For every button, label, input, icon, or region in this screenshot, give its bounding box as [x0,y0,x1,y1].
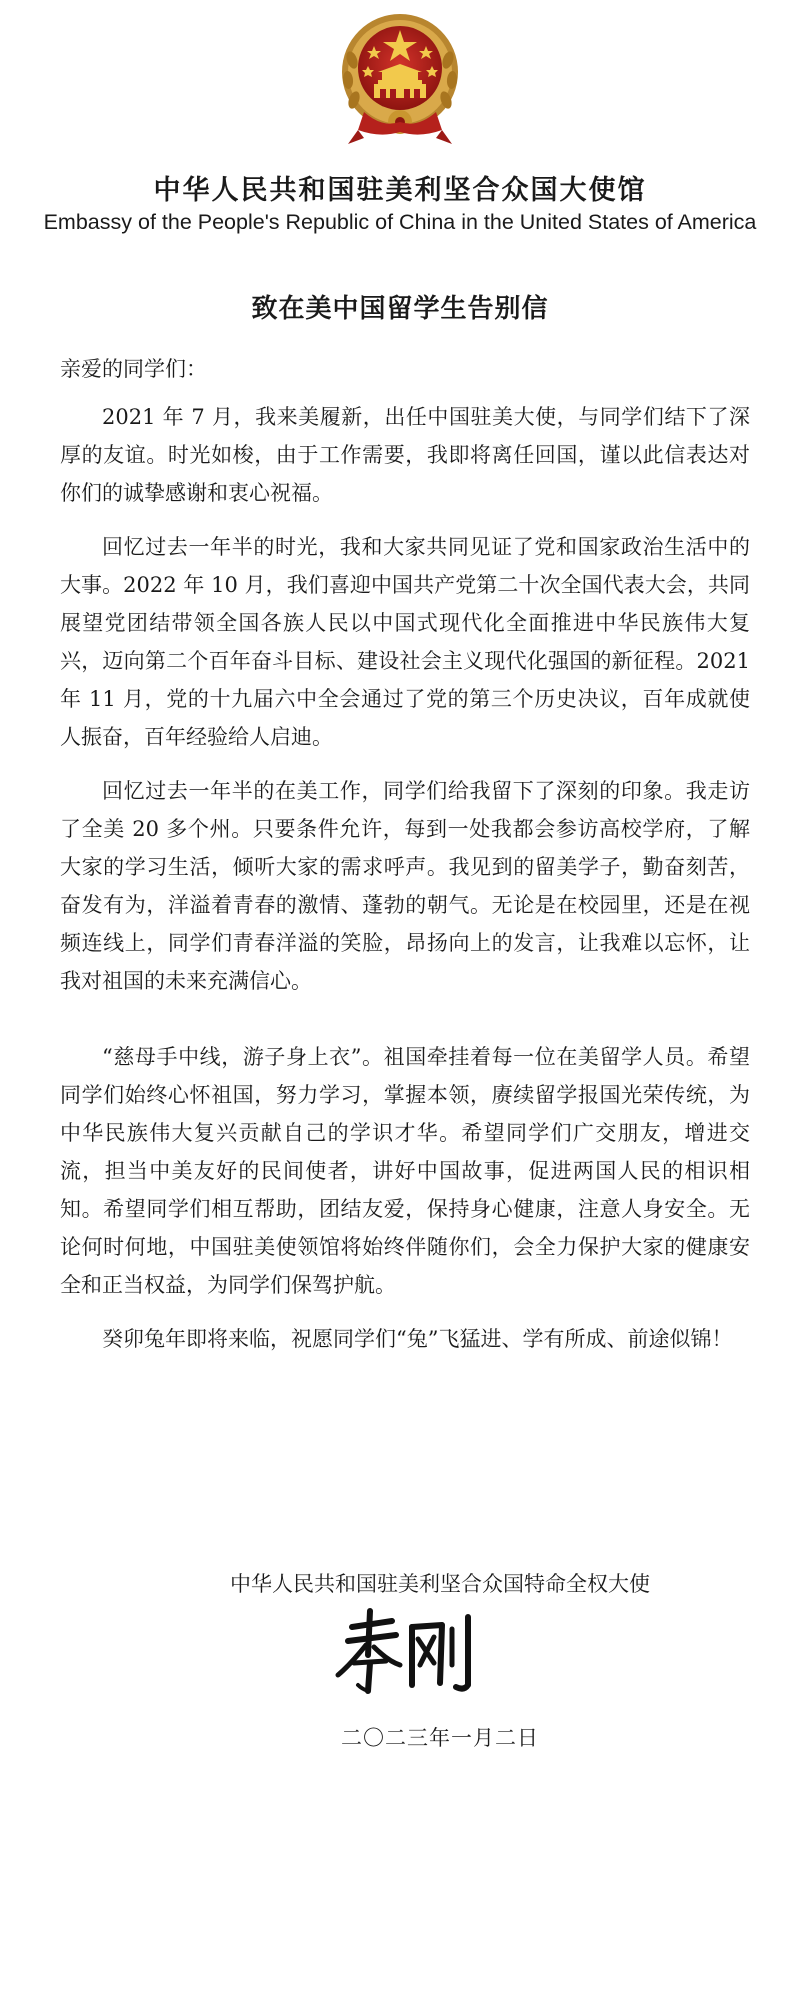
embassy-name-chinese: 中华人民共和国驻美利坚合众国大使馆 [153,175,647,206]
letter-paragraph-4: “慈母手中线，游子身上衣”。祖国牵挂着每一位在美留学人员。希望同学们始终心怀祖国，努力学习，掌握本领，赓续留学报国光荣传统，为中华民族伟大复兴贡献自己的学识才华。希望同学们广交朋友，增进交流，担当中美友好的民间使者，讲好中国故事，促进两国人民的相识相知。希望同学们相互帮助，团结友爱，保持身心健康，注意人身安全。无论何时何地，中国驻美使领馆将始终伴随你们，会全力保护大家的健康安全和正当权益，为同学们保驾护航。 [60,1045,750,1297]
embassy-name-english: Embassy of the People's Republic of China in the United States of America [43,210,757,234]
letter-date: 二〇二三年一月二日 [341,1726,539,1750]
national-emblem-icon [334,10,466,150]
letter-greeting: 亲爱的同学们： [60,357,207,381]
letter-title: 致在美中国留学生告别信 [251,294,549,324]
handwritten-signature [330,1605,480,1700]
letter-paragraph-5: 癸卯兔年即将来临，祝愿同学们“兔”飞猛进、学有所成、前途似锦！ [102,1327,733,1351]
letter-paragraph-2: 回忆过去一年半的时光，我和大家共同见证了党和国家政治生活中的大事。2022 年 10 月，我们喜迎中国共产党第二十次全国代表大会，共同展望党团结带领全国各族人民以中国式现代化全面推进中华民族伟大复兴，迈向第二个百年奋斗目标、建设社会主义现代化强国的新征程。2021 年 11 月，党的十九届六中全会通过了党的第三个历史决议，百年成就使人振奋，百年经验给人启迪。 [60,535,750,749]
letter-paragraph-3: 回忆过去一年半的在美工作，同学们给我留下了深刻的印象。我走访了全美 20 多个州。只要条件允许，每到一处我都会参访高校学府，了解大家的学习生活，倾听大家的需求呼声。我见到的留美学子，勤奋刻苦，奋发有为，洋溢着青春的激情、蓬勃的朝气。无论是在校园里，还是在视频连线上，同学们青春洋溢的笑脸，昂扬向上的发言，让我难以忘怀，让我对祖国的未来充满信心。 [60,779,750,993]
letter-paragraph-1: 2021 年 7 月，我来美履新，出任中国驻美大使，与同学们结下了深厚的友谊。时光如梭，由于工作需要，我即将离任回国，谨以此信表达对你们的诚挚感谢和衷心祝福。 [60,405,750,505]
letter-body [60,350,750,1374]
signer-title: 中华人民共和国驻美利坚合众国特命全权大使 [230,1572,650,1596]
